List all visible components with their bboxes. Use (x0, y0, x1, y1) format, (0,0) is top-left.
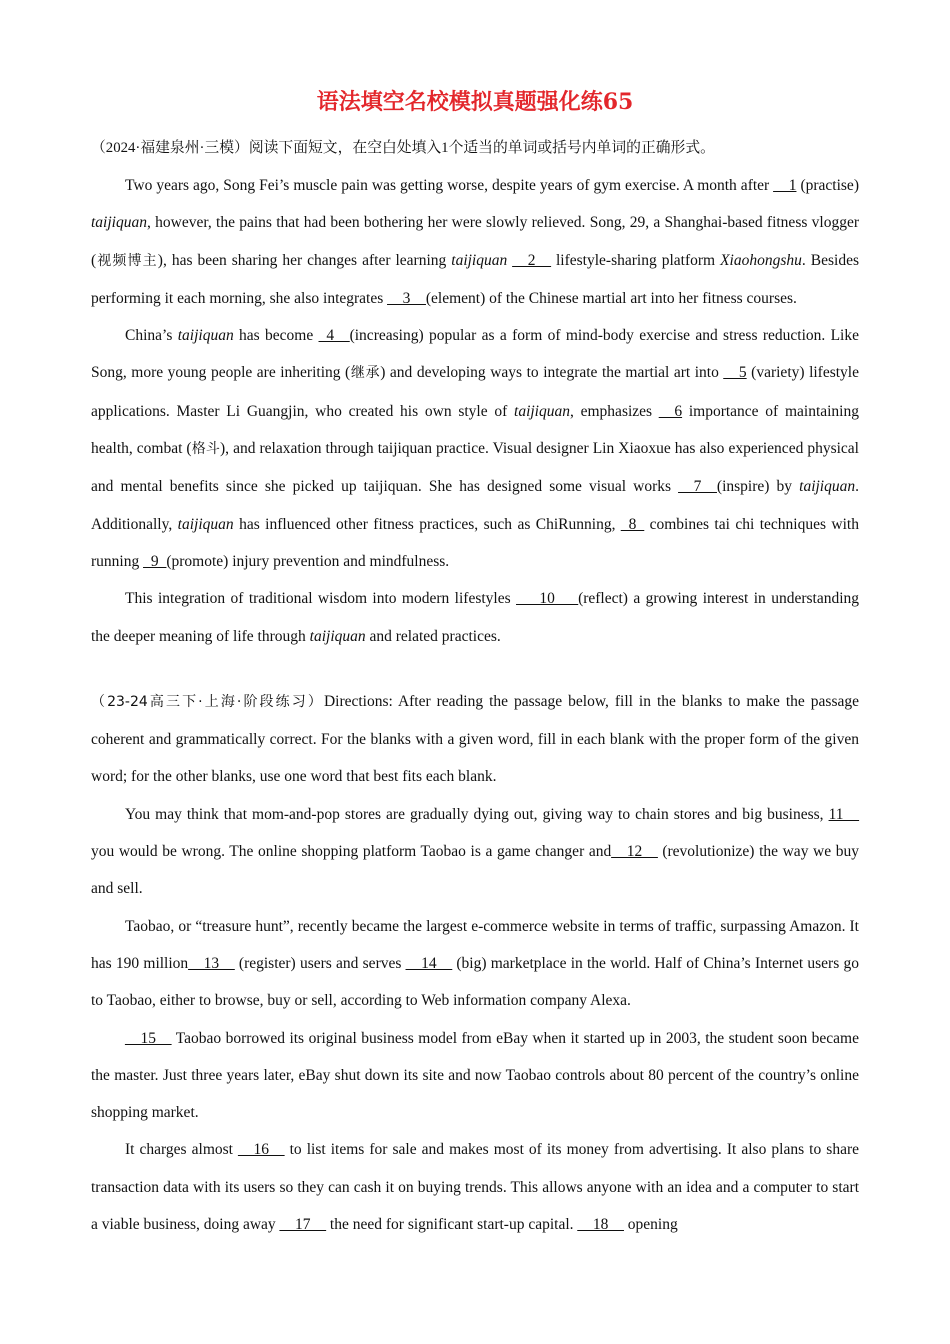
blank-17[interactable]: __17__ (279, 1216, 327, 1234)
section2-paragraph-2: Taobao, or “treasure hunt”, recently became the largest e-commerce website in terms of traffic, surpassing Amazon. It has 190 million__13__ (register) users and serves __14__ (big) marketplace in the world. Half of China’s Internet users go to Taobao, either to browse, buy or sell, according to Web information company Alexa. (91, 917, 859, 1010)
blank-4[interactable]: _4__ (318, 327, 350, 345)
page-title: 语法填空名校模拟真题强化练65 (316, 89, 634, 115)
section2-directions (91, 683, 859, 796)
section1-source: （2024·福建泉州·三模）阅读下面短文，在空白处填入1个适当的单词或括号内单词的正确形式。 (91, 140, 715, 156)
blank-7[interactable]: __7__ (678, 478, 717, 496)
blank-13[interactable]: __13__ (188, 954, 235, 972)
blank-14[interactable]: __14__ (405, 954, 453, 972)
section1-paragraph-3: This integration of traditional wisdom into modern lifestyles ___10___(reflect) a growing interest in understanding the deeper meaning of life through taijiquan and related practices. (91, 590, 860, 645)
section1-paragraph-2: China’s taijiquan has become _4__(increasing) popular as a form of mind-body exercise and stress reduction. Like Song, more young people are inheriting (继承) and developing ways to integrate the martial art into __5 (variety) lifestyle applications. Master Li Guangjin, who created his own style of taijiquan, emphasizes __6 importance of maintaining health, combat (格斗), and relaxation through taijiquan practice. Visual designer Lin Xiaoxue has also experienced physical and mental benefits since she picked up taijiquan. She has designed some visual works __7__(inspire) by taijiquan. Additionally, taijiquan has influenced other fitness practices, such as ChiRunning, _8_ combines tai chi techniques with running _9_(promote) injury prevention and mindfulness. (91, 327, 859, 570)
section2-paragraph-4: It charges almost __16__ to list items for sale and makes most of its money from advertising. It also plans to share transaction data with its users so they can cash it on buying trends. This allows anyone with an idea and a computer to start a viable business, doing away __17__ the need for significant start-up capital. __18__ opening (91, 1141, 859, 1234)
blank-3[interactable]: __3__ (387, 289, 426, 307)
section2-source: （23-24高三下·上海·阶段练习） (91, 693, 324, 710)
blank-9[interactable]: _9_ (143, 552, 167, 570)
blank-1[interactable]: __1 (773, 177, 797, 194)
blank-18[interactable]: __18__ (577, 1216, 624, 1234)
blank-5[interactable]: __5 (723, 364, 747, 382)
blank-6[interactable]: __6 (658, 402, 683, 420)
blank-11[interactable]: 11__ (828, 805, 859, 823)
blank-15[interactable]: __15__ (125, 1029, 172, 1047)
section1-paragraph-1: Two years ago, Song Fei’s muscle pain was getting worse, despite years of gym exercise. A month after __1 (practise) taijiquan, however, the pains that had been bothering her were slowly relieved. Song, 29, a Shanghai-based fitness vlogger (视频博主), has been sharing her changes after learning taijiquan __2__ lifestyle-sharing platform Xiaohongshu. Besides performing it each morning, she also integrates __3__(element) of the Chinese martial art into her fitness courses. (91, 177, 859, 307)
section2-paragraph-1: You may think that mom-and-pop stores are gradually dying out, giving way to chain stores and big business, 11__ you would be wrong. The online shopping platform Taobao is a game changer and__12__ (revolutionize) the way we buy and sell. (91, 805, 859, 898)
blank-16[interactable]: __16__ (238, 1141, 285, 1159)
blank-10[interactable]: ___10___ (516, 590, 579, 608)
section2-directions-text: Directions: After reading the passage below, fill in the blanks to make the passage coherent and grammatically correct. For the blanks with a given word, fill in each blank with the proper form of the given word; for the other blanks, use one word that best fits each blank. (91, 692, 859, 786)
blank-12[interactable]: __12__ (611, 843, 658, 861)
document-page (91, 88, 859, 1243)
section2-paragraph-3: __15__ Taobao borrowed its original business model from eBay when it started up in 2003, the student soon became the master. Just three years later, eBay shut down its site and now Taobao controls about 80 percent of the country’s online shopping market. (91, 1029, 859, 1122)
blank-2[interactable]: __2__ (512, 251, 551, 269)
blank-8[interactable]: _8_ (620, 515, 645, 533)
